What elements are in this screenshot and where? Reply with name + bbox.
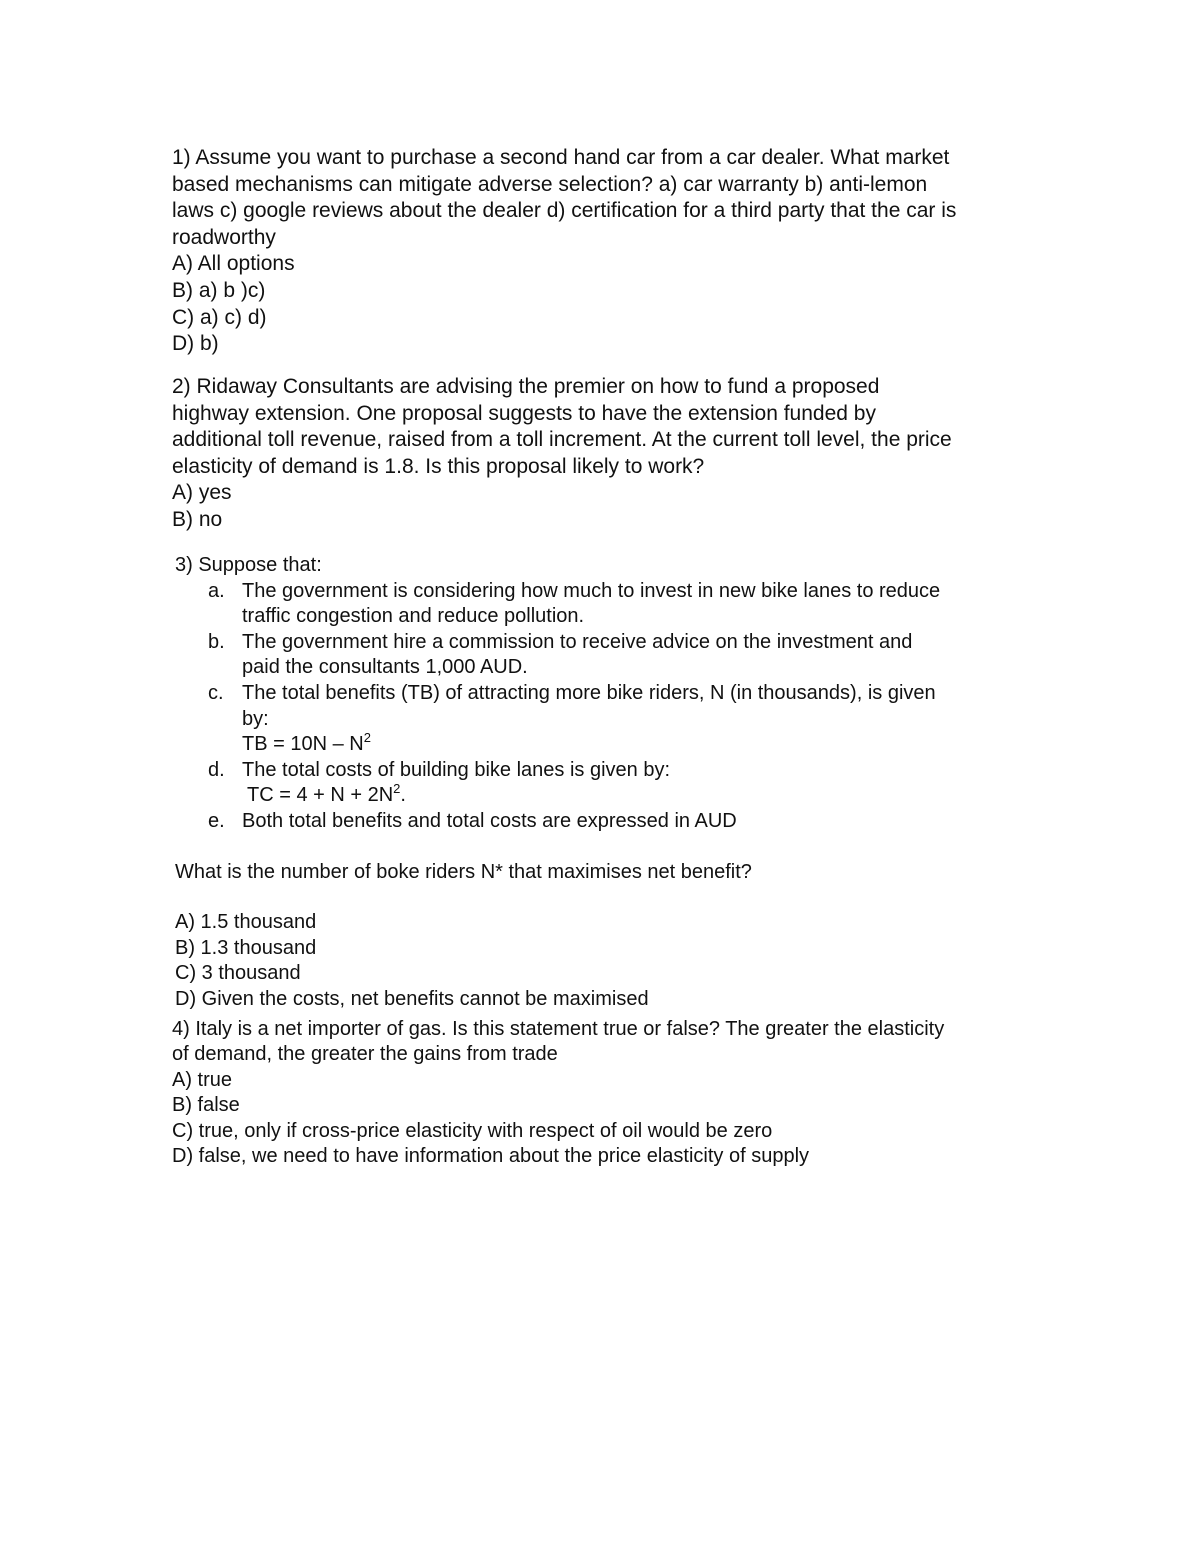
list-item bbox=[175, 579, 1055, 630]
question-2-text-line: additional toll revenue, raised from a toll increment. At the current toll level, the price bbox=[172, 428, 952, 452]
formula-base: TC = 4 + N + 2N bbox=[247, 784, 394, 807]
question-2-text-line: 2) Ridaway Consultants are advising the premier on how to fund a proposed bbox=[172, 375, 880, 398]
question-3 bbox=[175, 553, 1055, 835]
list-marker: d. bbox=[208, 758, 225, 781]
question-1-option-c: C) a) c) d) bbox=[172, 305, 267, 329]
question-4 bbox=[172, 1017, 1052, 1169]
list-marker: a. bbox=[208, 579, 225, 602]
question-1-text-line: based mechanisms can mitigate adverse selection? a) car warranty b) anti-lemon bbox=[172, 172, 928, 196]
list-item-text: by: bbox=[242, 707, 269, 730]
question-3-options bbox=[175, 910, 1055, 1012]
question-3-option-b: B) 1.3 thousand bbox=[175, 936, 317, 959]
question-4-option-b: B) false bbox=[172, 1094, 240, 1117]
question-2-text-line: elasticity of demand is 1.8. Is this proposal likely to work? bbox=[172, 454, 705, 478]
question-1-text-line: 1) Assume you want to purchase a second hand car from a car dealer. What market bbox=[172, 146, 950, 169]
list-item-text: The total costs of building bike lanes is given by: bbox=[242, 758, 671, 781]
question-1-text-line: laws c) google reviews about the dealer d) certification for a third party that the car is bbox=[172, 199, 957, 223]
list-marker: b. bbox=[208, 630, 225, 653]
total-cost-formula bbox=[242, 783, 1055, 809]
question-4-option-d: D) false, we need to have information about the price elasticity of supply bbox=[172, 1145, 810, 1168]
list-item-text: paid the consultants 1,000 AUD. bbox=[242, 656, 528, 679]
list-item bbox=[175, 681, 1055, 758]
question-4-option-a: A) true bbox=[172, 1068, 233, 1091]
question-4-option-c: C) true, only if cross-price elasticity with respect of oil would be zero bbox=[172, 1119, 773, 1142]
question-1 bbox=[172, 145, 1052, 358]
formula-tail: . bbox=[400, 784, 406, 807]
formula-base: TB = 10N – N bbox=[242, 733, 364, 756]
question-2 bbox=[172, 374, 1052, 534]
question-2-text-line: highway extension. One proposal suggests to have the extension funded by bbox=[172, 401, 876, 425]
question-4-text-line: 4) Italy is a net importer of gas. Is this statement true or false? The greater the elasticity bbox=[172, 1018, 945, 1040]
question-3-sub-list bbox=[175, 579, 1055, 835]
question-3-prompt bbox=[175, 859, 1055, 886]
question-1-option-b: B) a) b )c) bbox=[172, 278, 266, 302]
list-item-text: The government hire a commission to receive advice on the investment and bbox=[242, 630, 913, 653]
question-2-option-b: B) no bbox=[172, 507, 223, 531]
question-1-option-d: D) b) bbox=[172, 332, 219, 356]
question-4-text-line: of demand, the greater the gains from trade bbox=[172, 1043, 558, 1066]
list-item bbox=[175, 809, 1055, 835]
question-3-intro: 3) Suppose that: bbox=[175, 554, 322, 576]
question-1-option-a: A) All options bbox=[172, 252, 295, 276]
total-benefit-formula bbox=[242, 732, 1055, 758]
list-item bbox=[175, 630, 1055, 681]
formula-exponent: 2 bbox=[393, 781, 401, 797]
list-item-text: The government is considering how much to invest in new bike lanes to reduce bbox=[242, 579, 941, 602]
list-item-text: The total benefits (TB) of attracting more bike riders, N (in thousands), is given bbox=[242, 681, 936, 704]
list-marker: c. bbox=[208, 681, 224, 704]
question-3-prompt-text: What is the number of boke riders N* that maximises net benefit? bbox=[175, 861, 752, 883]
list-item-text: Both total benefits and total costs are expressed in AUD bbox=[242, 809, 737, 832]
list-item-text: traffic congestion and reduce pollution. bbox=[242, 605, 585, 628]
question-3-option-d: D) Given the costs, net benefits cannot be maximised bbox=[175, 987, 649, 1010]
question-1-text-line: roadworthy bbox=[172, 225, 276, 249]
formula-exponent: 2 bbox=[363, 730, 371, 746]
question-3-option-c: C) 3 thousand bbox=[175, 962, 301, 985]
list-item bbox=[175, 758, 1055, 809]
question-3-option-a: A) 1.5 thousand bbox=[175, 911, 317, 933]
question-2-option-a: A) yes bbox=[172, 481, 232, 505]
list-marker: e. bbox=[208, 809, 225, 832]
